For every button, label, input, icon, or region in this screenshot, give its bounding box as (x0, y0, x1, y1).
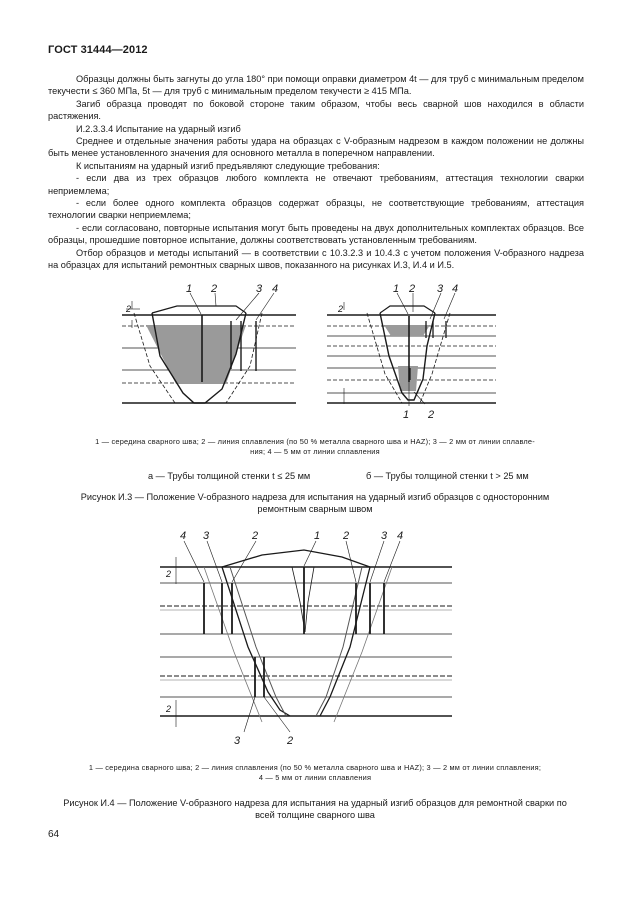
list-item: - если два из трех образцов любого комплекта не отвечают требованиям, аттестация технологии сварки неприемлема; (48, 173, 584, 196)
dimension-label: 2 (166, 569, 172, 579)
figure-i4-caption: Рисунок И.4 — Положение V-образного надреза для испытания на ударный изгиб образцов для ремонтной сварки по всей толщине сварного шва (63, 798, 567, 821)
note-line: 1 — середина сварного шва; 2 — линия сплавления (по 50 % металла сварного шва и HAZ); 3 — 2 мм от линии сплавления; (88, 763, 542, 772)
label: 3 (256, 283, 263, 295)
label: 4 (452, 283, 459, 295)
label: 3 (203, 530, 210, 542)
list-item: - если согласовано, повторные испытания могут быть проведены на двух дополнительных комплектах образцов. Все образцы, прошедшие повторное испытание, должны соответствовать установленным требованиям. (48, 222, 584, 246)
section-heading: И.2.3.3.4 Испытание на ударный изгиб (76, 123, 241, 134)
figure-i4-labels (165, 530, 403, 747)
label: 2 (211, 283, 218, 295)
figure-i4-note (44, 763, 586, 783)
label: 4 (272, 283, 279, 295)
figure-i3-caption: Рисунок И.3 — Положение V-образного надреза для испытания на ударный изгиб образцов с односторонним ремонтным сварным швом (80, 492, 550, 515)
label: 3 (381, 530, 388, 542)
dimension-label: 2 (338, 304, 344, 314)
label: 1 (186, 283, 193, 295)
label: 1 (314, 530, 321, 542)
figure-i4 (160, 541, 452, 732)
paragraph: Среднее и отдельные значения работы удара на образцах с V-образным надрезом в каждом положении не должны быть менее установленного значения для основного металла в поперечном направлении. (48, 136, 584, 159)
label: 3 (437, 283, 444, 295)
list-item: - если более одного комплекта образцов содержат образцы, не соответствующие требованиям, аттестация технологии сварки неприемлема; (48, 198, 584, 221)
document-header: ГОСТ 31444—2012 (48, 44, 148, 56)
paragraph: К испытаниям на ударный изгиб предъявляют следующие требования: (76, 160, 380, 171)
dimension-label: 2 (126, 304, 132, 314)
note-line: ния; 4 — 5 мм от линии сплавления (250, 447, 380, 456)
label: 2 (409, 283, 416, 295)
label: 2 (428, 409, 435, 421)
figure-i3a (122, 293, 296, 403)
subcaption-b: б — Трубы толщиной стенки t > 25 мм (366, 471, 529, 481)
figure-i3b-labels (337, 283, 458, 421)
body-text (48, 73, 584, 272)
paragraph: Отбор образцов и методы испытаний — в соответствии с 10.3.2.3 и 10.4.3 с учетом положения V-образного надреза на образцах для испытаний ремонтных сварных швов, показанного на рисунках И.3, И.4 и И.5. (48, 247, 584, 271)
paragraph: Образцы должны быть загнуты до угла 180° при помощи оправки диаметром 4t — для труб с минимальным пределом текучести ≤ 360 МПа, 5t — для труб с минимальным пределом текучести ≥ 415 МПа. (48, 74, 584, 97)
label: 2 (252, 530, 259, 542)
label: 3 (234, 735, 241, 747)
note-line: 1 — середина сварного шва; 2 — линия сплавления (по 50 % металла сварного шва и HAZ); 3 — 2 мм от линии сплавле- (95, 437, 535, 446)
figure-i3-note (44, 437, 586, 457)
dimension-label: 2 (166, 704, 172, 714)
label: 2 (343, 530, 350, 542)
note-line: 4 — 5 мм от линии сплавления (258, 773, 372, 782)
label: 1 (403, 409, 410, 421)
figure-i3a-labels (125, 283, 278, 314)
label: 4 (397, 530, 404, 542)
page-number: 64 (48, 829, 60, 840)
paragraph: Загиб образца проводят по боковой стороне таким образом, чтобы весь сварной шов находился в области растяжения. (48, 98, 584, 122)
figure-i3-drawing (0, 276, 630, 436)
figure-i4-drawing (0, 522, 630, 757)
label: 2 (287, 735, 294, 747)
label: 1 (393, 283, 400, 295)
subcaption-a: а — Трубы толщиной стенки t ≤ 25 мм (148, 471, 311, 481)
label: 4 (180, 530, 187, 542)
figure-i3b (327, 293, 496, 406)
